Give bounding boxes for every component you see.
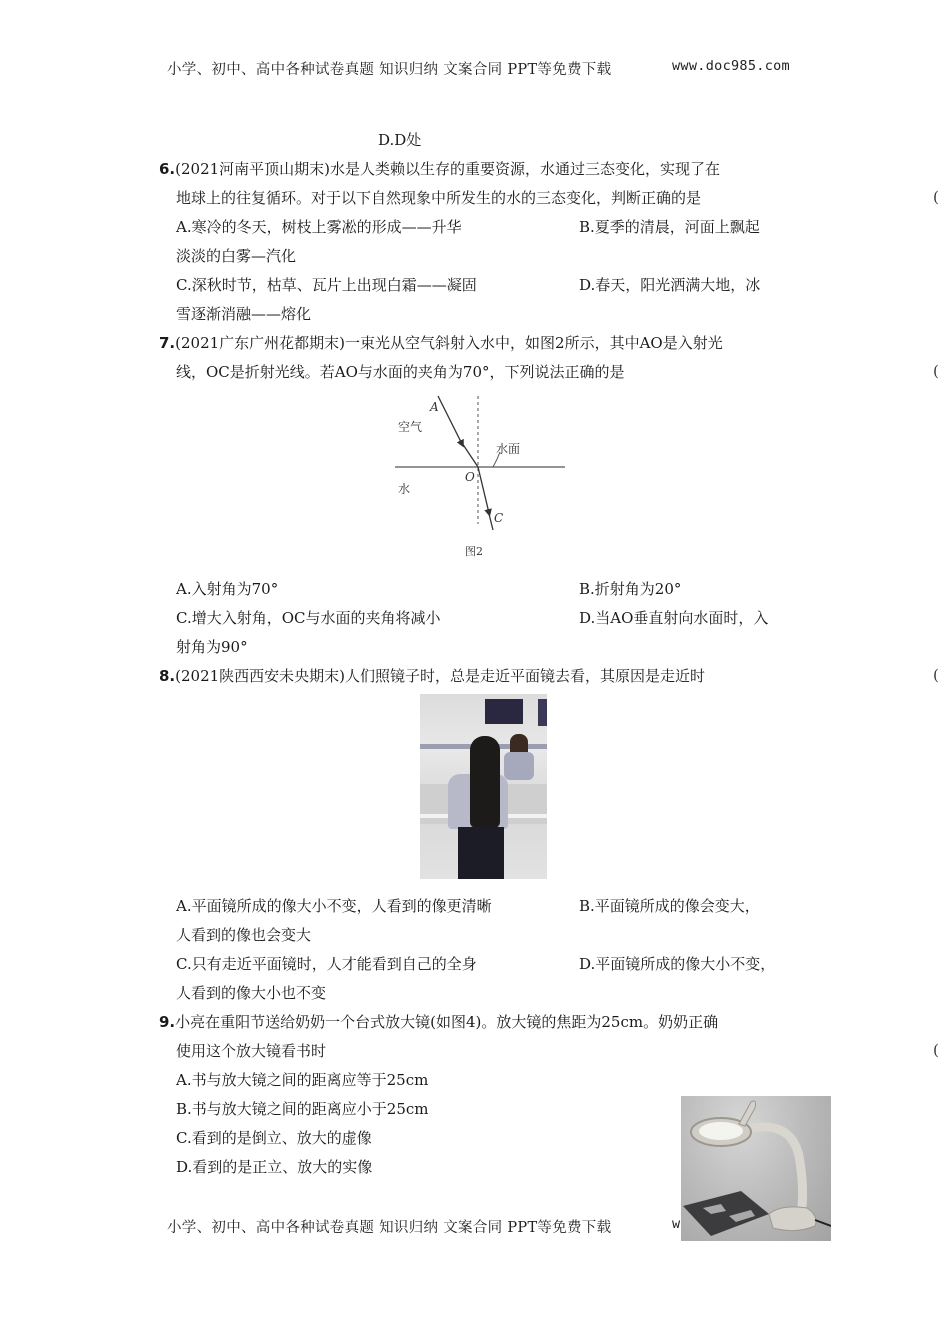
question-stem: (2021河南平顶山期末)水是人类赖以生存的重要资源，水通过三态变化，实现了在 bbox=[175, 160, 721, 178]
option-c[interactable]: C.增大入射角，OC与水面的夹角将减小 bbox=[176, 609, 441, 627]
option-b-cont: 人看到的像也会变大 bbox=[176, 926, 312, 944]
answer-paren[interactable]: ( bbox=[933, 362, 939, 380]
option-d-cont: 雪逐渐消融——熔化 bbox=[176, 305, 312, 323]
label-water-surface: 水面 bbox=[496, 442, 521, 456]
option-d[interactable]: D.平面镜所成的像大小不变， bbox=[579, 955, 776, 973]
footer-banner-text: 小学、初中、高中各种试卷真题 知识归纳 文案合同 PPT等免费下载 bbox=[167, 1220, 612, 1236]
label-point-c: C bbox=[494, 511, 504, 525]
option-a[interactable]: A.平面镜所成的像大小不变，人看到的像更清晰 bbox=[176, 897, 492, 915]
answer-paren[interactable]: ( bbox=[933, 666, 939, 684]
refraction-lines bbox=[0, 0, 950, 600]
magnifier-photo bbox=[681, 1096, 831, 1241]
header-url-link[interactable]: www.doc985.com bbox=[672, 58, 790, 74]
option-b-cont: 淡淡的白雾—汽化 bbox=[176, 247, 297, 265]
option-d-cont: 射角为90° bbox=[176, 638, 248, 656]
label-air: 空气 bbox=[398, 420, 423, 434]
option-c[interactable]: C.深秋时节，枯草、瓦片上出现白霜——凝固 bbox=[176, 276, 477, 294]
option-b[interactable]: B.平面镜所成的像会变大， bbox=[579, 897, 760, 915]
question-stem-cont: 线，OC是折射光线。若AO与水面的夹角为70°，下列说法正确的是 bbox=[176, 363, 625, 381]
mirror-photo bbox=[420, 694, 547, 879]
question-stem: (2021广东广州花都期末)一束光从空气斜射入水中，如图2所示，其中AO是入射光 bbox=[175, 334, 723, 352]
option-c[interactable]: C.只有走近平面镜时，人才能看到自己的全身 bbox=[176, 955, 477, 973]
question-stem-cont: 使用这个放大镜看书时 bbox=[176, 1042, 327, 1060]
option-a[interactable]: A.寒冷的冬天，树枝上雾凇的形成——升华 bbox=[176, 218, 462, 236]
figure-caption: 图2 bbox=[465, 545, 483, 558]
option-a[interactable]: A.书与放大镜之间的距离应等于25cm bbox=[176, 1071, 429, 1089]
option-b[interactable]: B.夏季的清晨，河面上飘起 bbox=[579, 218, 760, 236]
option-d[interactable]: D.春天，阳光洒满大地，冰 bbox=[579, 276, 761, 294]
option-c[interactable]: C.看到的是倒立、放大的虚像 bbox=[176, 1129, 372, 1147]
label-point-o: O bbox=[465, 470, 475, 484]
question-stem: 小亮在重阳节送给奶奶一个台式放大镜(如图4)。放大镜的焦距为25cm。奶奶正确 bbox=[175, 1013, 719, 1031]
label-water: 水 bbox=[398, 482, 411, 496]
question-stem-cont: 地球上的往复循环。对于以下自然现象中所发生的水的三态变化，判断正确的是 bbox=[176, 189, 702, 207]
option-d-cont: 人看到的像大小也不变 bbox=[176, 984, 327, 1002]
label-point-a: A bbox=[430, 400, 439, 414]
option-a[interactable]: A.入射角为70° bbox=[176, 580, 279, 598]
header-banner-text: 小学、初中、高中各种试卷真题 知识归纳 文案合同 PPT等免费下载 bbox=[167, 62, 612, 78]
option-b[interactable]: B.折射角为20° bbox=[579, 580, 682, 598]
answer-paren[interactable]: ( bbox=[933, 1041, 939, 1059]
prev-question-option-d: D.D处 bbox=[378, 131, 422, 149]
answer-paren[interactable]: ( bbox=[933, 188, 939, 206]
question-stem: (2021陕西西安未央期末)人们照镜子时，总是走近平面镜去看，其原因是走近时 bbox=[175, 667, 706, 685]
option-d[interactable]: D.看到的是正立、放大的实像 bbox=[176, 1158, 373, 1176]
question-number: 9. bbox=[159, 1013, 176, 1031]
option-d[interactable]: D.当AO垂直射向水面时，入 bbox=[579, 609, 769, 627]
magnifier-illustration bbox=[681, 1096, 831, 1241]
question-number: 8. bbox=[159, 667, 176, 685]
footer-url-link[interactable]: w bbox=[672, 1216, 681, 1232]
option-b[interactable]: B.书与放大镜之间的距离应小于25cm bbox=[176, 1100, 429, 1118]
question-number: 6. bbox=[159, 160, 176, 178]
question-number: 7. bbox=[159, 334, 176, 352]
